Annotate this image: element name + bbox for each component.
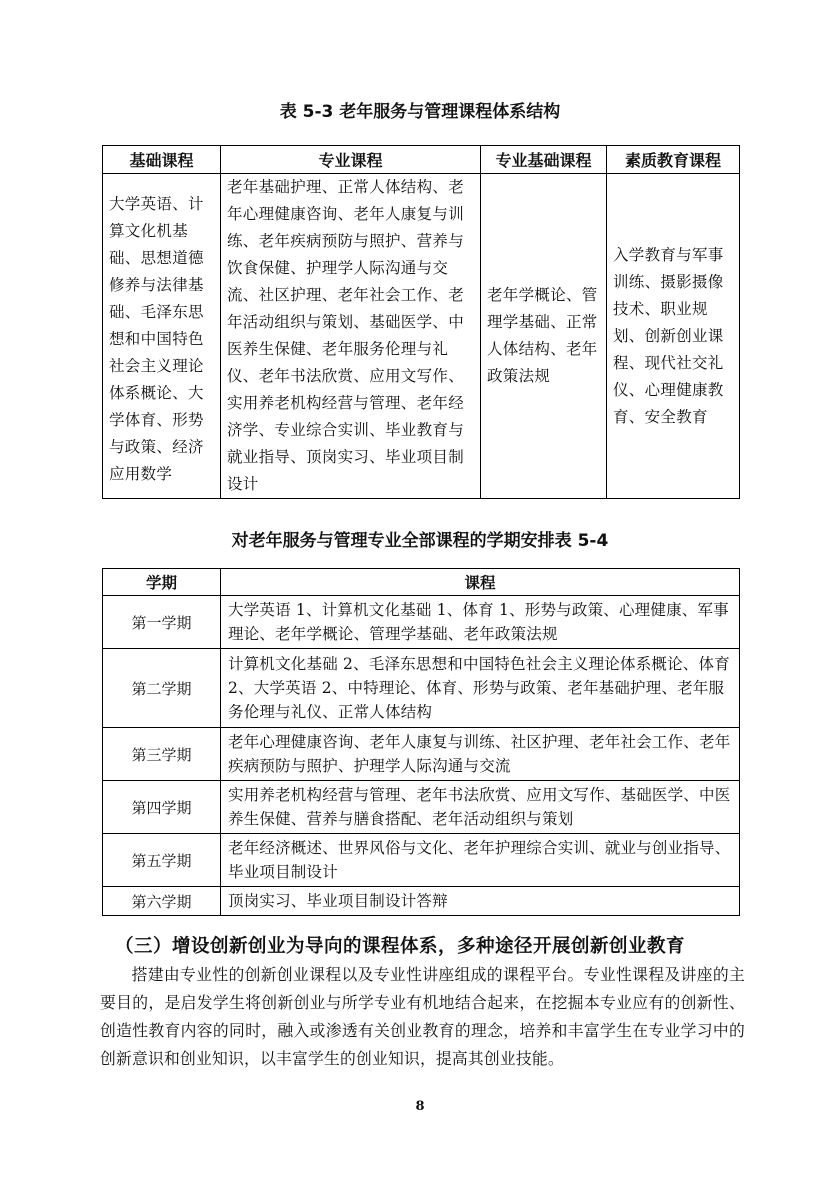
page-number: 8 [415,1099,425,1114]
courses-cell: 老年心理健康咨询、老年人康复与训练、社区护理、老年社会工作、老年疾病预防与照护、护理学人际沟通与交流 [221,728,740,781]
header-professional-foundation-courses: 专业基础课程 [481,146,607,174]
table-row [103,596,740,649]
professional-courses-cell: 老年基础护理、正常人体结构、老年心理健康咨询、老年人康复与训练、老年疾病预防与照护、营养与饮食保健、护理学人际沟通与交流、社区护理、老年社会工作、老年活动组织与策划、基础医学、中医养生保健、老年服务伦理与礼仪、老年书法欣赏、应用文写作、实用养老机构经营与管理、老年经济学、专业综合实训、毕业教育与就业指导、顶岗实习、毕业项目制设计 [221,174,481,499]
semester-cell: 第三学期 [103,728,221,781]
semester-cell: 第四学期 [103,781,221,834]
quality-education-courses-cell: 入学教育与军事训练、摄影摄像技术、职业规划、创新创业课程、现代社交礼仪、心理健康教育、安全教育 [607,174,740,499]
table-5-3-caption: 表 5-3 老年服务与管理课程体系结构 [279,102,561,122]
header-basic-courses: 基础课程 [103,146,221,174]
table-row [103,781,740,834]
course-structure-table [102,145,740,499]
table-row [103,649,740,728]
table-header-row [103,146,740,174]
courses-cell: 计算机文化基础 2、毛泽东思想和中国特色社会主义理论体系概论、体育 2、大学英语 2、中特理论、体育、形势与政策、老年基础护理、老年服务伦理与礼仪、正常人体结构 [221,649,740,728]
table-row [103,728,740,781]
table-row [103,834,740,887]
semester-schedule-table [102,568,740,916]
header-quality-education-courses: 素质教育课程 [607,146,740,174]
semester-cell: 第二学期 [103,649,221,728]
header-semester: 学期 [103,569,221,596]
table-row [103,174,740,499]
professional-foundation-courses-cell: 老年学概论、管理学基础、正常人体结构、老年政策法规 [481,174,607,499]
header-courses: 课程 [221,569,740,596]
table-5-4-caption: 对老年服务与管理专业全部课程的学期安排表 5-4 [231,531,609,551]
body-paragraph: 搭建由专业性的创新创业课程以及专业性讲座组成的课程平台。专业性课程及讲座的主要目的，是启发学生将创新创业与所学专业有机地结合起来，在挖掘本专业应有的创新性、创造性教育内容的同时，融入或渗透有关创业教育的理念，培养和丰富学生在专业学习中的创新意识和创业知识，以丰富学生的创业知识，提高其创业技能。 [100,965,745,1068]
courses-cell: 老年经济概述、世界风俗与文化、老年护理综合实训、就业与创业指导、毕业项目制设计 [221,834,740,887]
semester-cell: 第六学期 [103,887,221,916]
table-row [103,887,740,916]
table-header-row [103,569,740,596]
header-professional-courses: 专业课程 [221,146,481,174]
semester-cell: 第五学期 [103,834,221,887]
basic-courses-cell: 大学英语、计算文化机基础、思想道德修养与法律基础、毛泽东思想和中国特色社会主义理论体系概论、大学体育、形势与政策、经济应用数学 [103,174,221,499]
courses-cell: 大学英语 1、计算机文化基础 1、体育 1、形势与政策、心理健康、军事理论、老年学概论、管理学基础、老年政策法规 [221,596,740,649]
semester-cell: 第一学期 [103,596,221,649]
section-heading: （三）增设创新创业为导向的课程体系，多种途径开展创新创业教育 [115,936,686,957]
courses-cell: 实用养老机构经营与管理、老年书法欣赏、应用文写作、基础医学、中医养生保健、营养与膳食搭配、老年活动组织与策划 [221,781,740,834]
courses-cell: 顶岗实习、毕业项目制设计答辩 [221,887,740,916]
